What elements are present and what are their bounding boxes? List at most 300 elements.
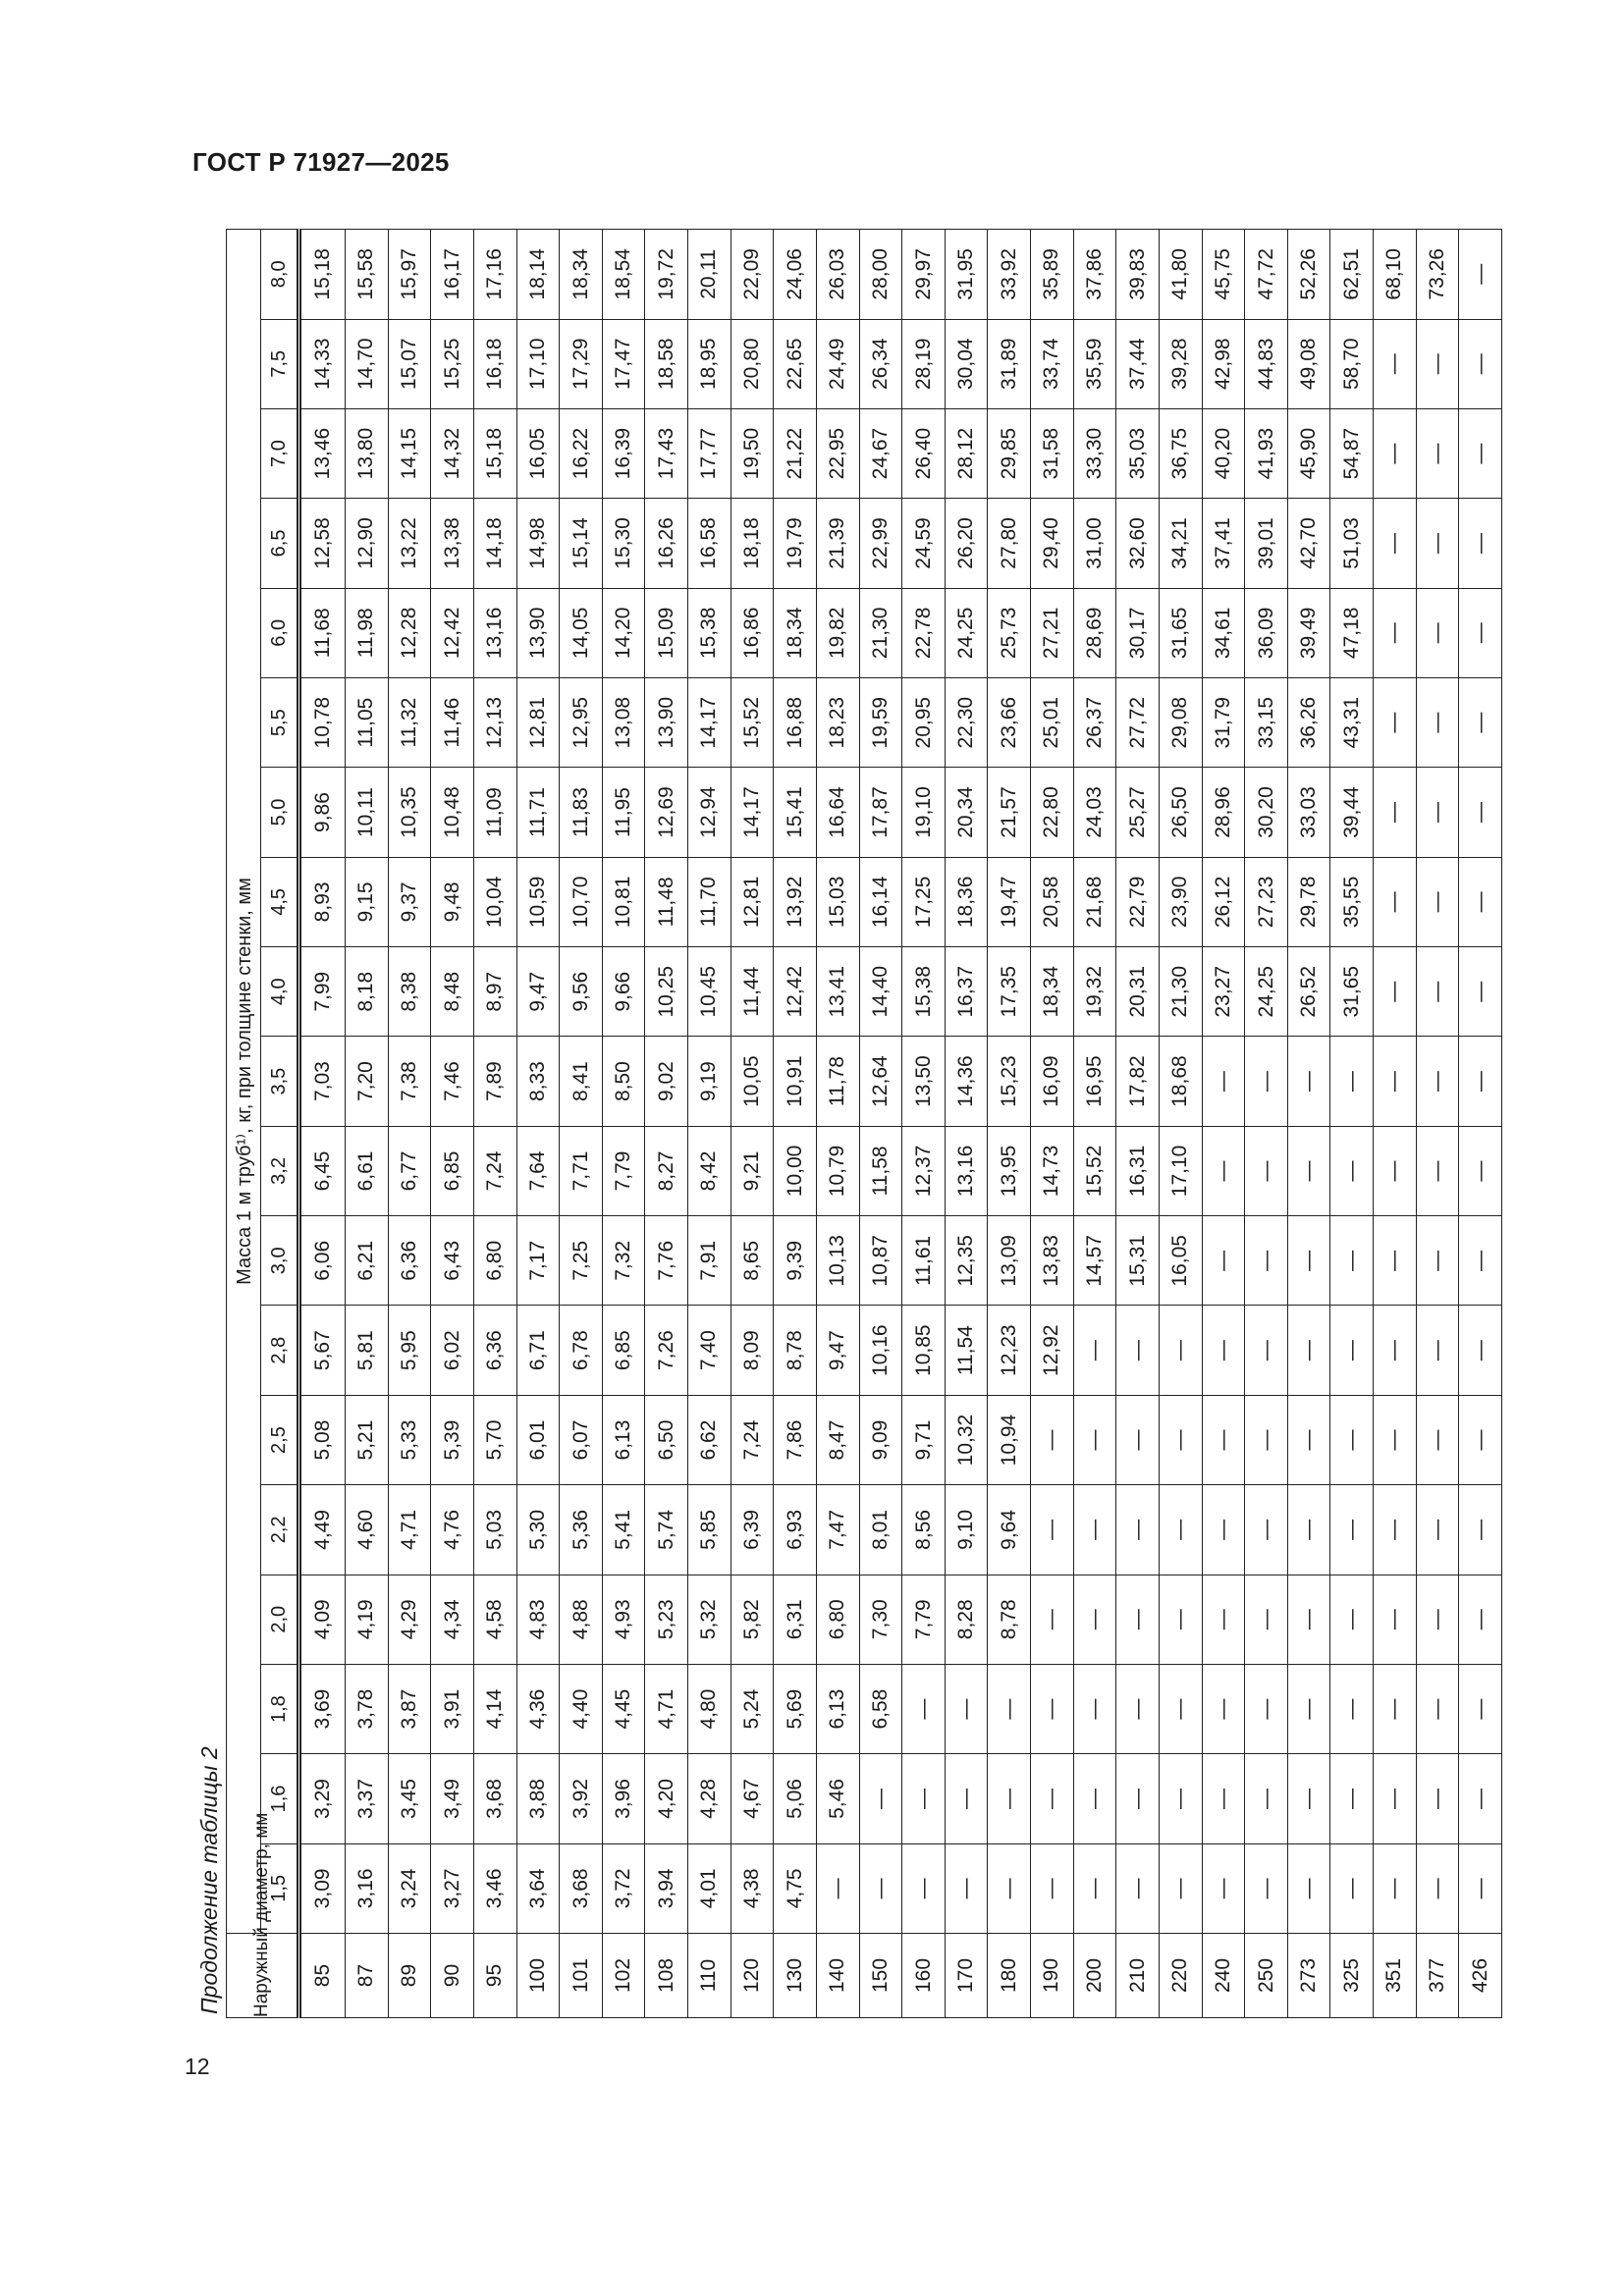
mass-value-cell: 19,32 <box>1073 947 1116 1037</box>
mass-value-cell: — <box>1159 1485 1202 1575</box>
mass-value-cell: 5,70 <box>473 1395 516 1484</box>
wall-thickness-header: 5,0 <box>261 768 299 857</box>
mass-value-cell: — <box>1245 1754 1288 1843</box>
mass-value-cell: 3,24 <box>388 1843 431 1933</box>
mass-value-cell: 13,92 <box>774 857 817 946</box>
mass-value-cell: — <box>1459 1216 1502 1306</box>
mass-value-cell: 19,10 <box>902 768 946 857</box>
mass-value-cell: 5,08 <box>299 1395 346 1484</box>
mass-value-cell: 51,03 <box>1330 499 1374 588</box>
page-number: 12 <box>185 2054 210 2079</box>
diameter-cell: 351 <box>1374 1934 1417 2018</box>
mass-value-cell: 18,68 <box>1159 1037 1202 1126</box>
mass-value-cell: — <box>1116 1754 1160 1843</box>
mass-value-cell: — <box>1416 1575 1459 1664</box>
mass-value-cell: 16,58 <box>688 499 731 588</box>
mass-value-cell: 8,09 <box>731 1306 774 1395</box>
mass-value-cell: 3,68 <box>560 1843 603 1933</box>
diameter-cell: 102 <box>602 1934 645 2018</box>
mass-value-cell: — <box>1330 1306 1374 1395</box>
mass-value-cell: 37,86 <box>1073 230 1116 320</box>
mass-value-cell: — <box>1416 1754 1459 1843</box>
mass-value-cell: 14,98 <box>516 499 560 588</box>
mass-value-cell: 20,58 <box>1031 857 1074 946</box>
mass-value-cell: 37,41 <box>1202 499 1245 588</box>
mass-value-cell: — <box>1159 1395 1202 1484</box>
mass-value-cell: 14,05 <box>560 588 603 677</box>
mass-value-cell: 8,38 <box>388 947 431 1037</box>
mass-value-cell: 15,38 <box>902 947 946 1037</box>
mass-value-cell: 24,59 <box>902 499 946 588</box>
table-row <box>473 230 516 2018</box>
mass-value-cell: 27,23 <box>1245 857 1288 946</box>
wall-thickness-header: 1,5 <box>261 1843 299 1933</box>
mass-value-cell: — <box>1073 1395 1116 1484</box>
mass-value-cell: 28,96 <box>1202 768 1245 857</box>
diameter-cell: 160 <box>902 1934 946 2018</box>
wall-thickness-header: 4,0 <box>261 947 299 1037</box>
mass-value-cell: 15,18 <box>299 230 346 320</box>
mass-value-cell: 35,89 <box>1031 230 1074 320</box>
mass-value-cell: 8,78 <box>988 1575 1031 1664</box>
mass-value-cell: 26,40 <box>902 408 946 498</box>
mass-value-cell: 47,18 <box>1330 588 1374 677</box>
mass-value-cell: — <box>1374 1037 1417 1126</box>
mass-value-cell: 6,13 <box>816 1664 859 1753</box>
mass-value-cell: 8,65 <box>731 1216 774 1306</box>
mass-value-cell: 17,25 <box>902 857 946 946</box>
mass-value-cell: — <box>1416 1216 1459 1306</box>
mass-value-cell: 20,34 <box>945 768 988 857</box>
mass-value-cell: — <box>1287 1037 1330 1126</box>
wall-thickness-header: 3,2 <box>261 1126 299 1215</box>
mass-value-cell: 47,72 <box>1245 230 1288 320</box>
mass-value-cell: — <box>1116 1485 1160 1575</box>
mass-value-cell: — <box>1416 677 1459 767</box>
mass-value-cell: — <box>1245 1485 1288 1575</box>
mass-value-cell: 14,70 <box>346 319 389 408</box>
mass-value-cell: — <box>988 1664 1031 1753</box>
mass-value-cell: 23,27 <box>1202 947 1245 1037</box>
wall-thickness-header: 8,0 <box>261 230 299 320</box>
diameter-cell: 120 <box>731 1934 774 2018</box>
mass-value-cell: 4,58 <box>473 1575 516 1664</box>
mass-value-cell: — <box>859 1843 902 1933</box>
mass-value-cell: 22,65 <box>774 319 817 408</box>
mass-value-cell: — <box>1245 1126 1288 1215</box>
mass-value-cell: — <box>1159 1754 1202 1843</box>
mass-value-cell: 34,61 <box>1202 588 1245 677</box>
mass-value-cell: — <box>1202 1126 1245 1215</box>
mass-value-cell: 12,42 <box>431 588 474 677</box>
mass-value-cell: 17,82 <box>1116 1037 1160 1126</box>
mass-value-cell: — <box>1287 1126 1330 1215</box>
mass-value-cell: 28,69 <box>1073 588 1116 677</box>
mass-value-cell: — <box>1159 1306 1202 1395</box>
mass-value-cell: — <box>1202 1306 1245 1395</box>
mass-value-cell: 9,66 <box>602 947 645 1037</box>
mass-value-cell: 35,55 <box>1330 857 1374 946</box>
mass-value-cell: 14,18 <box>473 499 516 588</box>
mass-value-cell: 45,90 <box>1287 408 1330 498</box>
mass-value-cell: — <box>1459 1664 1502 1753</box>
mass-value-cell: — <box>1116 1306 1160 1395</box>
mass-value-cell: 17,47 <box>602 319 645 408</box>
mass-value-cell: 7,38 <box>388 1037 431 1126</box>
mass-value-cell: — <box>1202 1216 1245 1306</box>
mass-value-cell: 7,79 <box>602 1126 645 1215</box>
mass-value-cell: 18,23 <box>816 677 859 767</box>
mass-value-cell: 21,30 <box>1159 947 1202 1037</box>
mass-value-cell: 10,94 <box>988 1395 1031 1484</box>
mass-value-cell: 8,33 <box>516 1037 560 1126</box>
mass-value-cell: 14,17 <box>688 677 731 767</box>
diameter-cell: 210 <box>1116 1934 1160 2018</box>
mass-value-cell: 6,85 <box>431 1126 474 1215</box>
mass-value-cell: 27,72 <box>1116 677 1160 767</box>
mass-value-cell: 30,04 <box>945 319 988 408</box>
mass-value-cell: 6,06 <box>299 1216 346 1306</box>
mass-value-cell: — <box>1459 1126 1502 1215</box>
table-row <box>1459 230 1502 2018</box>
diameter-cell: 89 <box>388 1934 431 2018</box>
mass-value-cell: 16,26 <box>645 499 688 588</box>
mass-value-cell: 15,58 <box>346 230 389 320</box>
table-row <box>902 230 946 2018</box>
mass-value-cell: — <box>1459 857 1502 946</box>
mass-value-cell: 4,40 <box>560 1664 603 1753</box>
mass-value-cell: 36,26 <box>1287 677 1330 767</box>
mass-value-cell: 4,67 <box>731 1754 774 1843</box>
mass-value-cell: 15,07 <box>388 319 431 408</box>
mass-value-cell: 26,52 <box>1287 947 1330 1037</box>
mass-value-cell: 31,00 <box>1073 499 1116 588</box>
mass-value-cell: 18,14 <box>516 230 560 320</box>
mass-value-cell: 13,50 <box>902 1037 946 1126</box>
mass-value-cell: 9,21 <box>731 1126 774 1215</box>
mass-value-cell: 6,39 <box>731 1485 774 1575</box>
mass-value-cell: 5,69 <box>774 1664 817 1753</box>
mass-value-cell: — <box>1245 1216 1288 1306</box>
mass-value-cell: 5,30 <box>516 1485 560 1575</box>
mass-value-cell: 21,30 <box>859 588 902 677</box>
wall-thickness-header: 3,5 <box>261 1037 299 1126</box>
mass-value-cell: 17,87 <box>859 768 902 857</box>
mass-value-cell: 10,79 <box>816 1126 859 1215</box>
table-row <box>1330 230 1374 2018</box>
mass-value-cell: 10,16 <box>859 1306 902 1395</box>
mass-value-cell: 23,90 <box>1159 857 1202 946</box>
mass-value-cell: 16,17 <box>431 230 474 320</box>
mass-value-cell: 4,09 <box>299 1575 346 1664</box>
mass-value-cell: 31,65 <box>1159 588 1202 677</box>
wall-thickness-header: 2,0 <box>261 1575 299 1664</box>
mass-value-cell: — <box>1116 1575 1160 1664</box>
wall-thickness-header: 2,8 <box>261 1306 299 1395</box>
mass-value-cell: 22,95 <box>816 408 859 498</box>
mass-value-cell: 3,96 <box>602 1754 645 1843</box>
wall-thickness-header: 5,5 <box>261 677 299 767</box>
mass-value-cell: 7,79 <box>902 1575 946 1664</box>
mass-value-cell: 6,77 <box>388 1126 431 1215</box>
mass-value-cell: 16,05 <box>516 408 560 498</box>
mass-value-cell: 29,08 <box>1159 677 1202 767</box>
mass-value-cell: 16,95 <box>1073 1037 1116 1126</box>
mass-value-cell: 19,47 <box>988 857 1031 946</box>
mass-value-cell: — <box>1202 1037 1245 1126</box>
mass-value-cell: — <box>1073 1754 1116 1843</box>
mass-value-cell: 22,99 <box>859 499 902 588</box>
mass-value-cell: — <box>1073 1485 1116 1575</box>
mass-value-cell: — <box>1459 947 1502 1037</box>
mass-value-cell: 33,30 <box>1073 408 1116 498</box>
mass-value-cell: 15,38 <box>688 588 731 677</box>
mass-value-cell: 21,57 <box>988 768 1031 857</box>
mass-value-cell: — <box>1416 857 1459 946</box>
mass-value-cell: — <box>1287 1485 1330 1575</box>
mass-value-cell: 14,36 <box>945 1037 988 1126</box>
mass-value-cell: 9,71 <box>902 1395 946 1484</box>
mass-value-cell: — <box>1416 1664 1459 1753</box>
mass-value-cell: 13,41 <box>816 947 859 1037</box>
mass-value-cell: — <box>1374 1575 1417 1664</box>
mass-value-cell: 26,50 <box>1159 768 1202 857</box>
mass-value-cell: — <box>1287 1395 1330 1484</box>
mass-value-cell: 4,19 <box>346 1575 389 1664</box>
diameter-cell: 95 <box>473 1934 516 2018</box>
table-row <box>816 230 859 2018</box>
mass-value-cell: 12,95 <box>560 677 603 767</box>
mass-value-cell: 15,52 <box>1073 1126 1116 1215</box>
mass-value-cell: 9,86 <box>299 768 346 857</box>
mass-value-cell: 15,18 <box>473 408 516 498</box>
mass-value-cell: 11,95 <box>602 768 645 857</box>
mass-value-cell: 7,03 <box>299 1037 346 1126</box>
mass-value-cell: — <box>1374 857 1417 946</box>
mass-value-cell: — <box>1374 1395 1417 1484</box>
mass-value-cell: 8,78 <box>774 1306 817 1395</box>
mass-value-cell: 22,30 <box>945 677 988 767</box>
mass-value-cell: 24,25 <box>1245 947 1288 1037</box>
mass-value-cell: — <box>1416 1843 1459 1933</box>
mass-value-cell: 3,92 <box>560 1754 603 1843</box>
mass-value-cell: 8,01 <box>859 1485 902 1575</box>
mass-value-cell: — <box>1073 1843 1116 1933</box>
mass-value-cell: 68,10 <box>1374 230 1417 320</box>
mass-value-cell: 9,19 <box>688 1037 731 1126</box>
mass-value-cell: 33,74 <box>1031 319 1074 408</box>
mass-value-cell: — <box>1287 1843 1330 1933</box>
mass-value-cell: 20,95 <box>902 677 946 767</box>
mass-value-cell: — <box>1245 1037 1288 1126</box>
diameter-header: Наружный диаметр, мм <box>227 1934 299 2018</box>
mass-value-cell: — <box>1459 1754 1502 1843</box>
mass-value-cell: 7,64 <box>516 1126 560 1215</box>
mass-value-cell: 3,09 <box>299 1843 346 1933</box>
mass-value-cell: 11,46 <box>431 677 474 767</box>
mass-value-cell: 17,10 <box>1159 1126 1202 1215</box>
mass-value-cell: 31,58 <box>1031 408 1074 498</box>
mass-value-cell: 6,80 <box>816 1575 859 1664</box>
mass-value-cell: 7,99 <box>299 947 346 1037</box>
mass-value-cell: — <box>1159 1575 1202 1664</box>
mass-value-cell: 37,44 <box>1116 319 1160 408</box>
diameter-cell: 190 <box>1031 1934 1074 2018</box>
mass-value-cell: 35,03 <box>1116 408 1160 498</box>
mass-value-cell: 6,01 <box>516 1395 560 1484</box>
mass-value-cell: 7,17 <box>516 1216 560 1306</box>
table-row <box>1116 230 1160 2018</box>
table-row <box>945 230 988 2018</box>
wall-thickness-header: 1,6 <box>261 1754 299 1843</box>
table-row <box>346 230 389 2018</box>
rotated-table-container <box>226 230 1502 2018</box>
mass-value-cell: 20,31 <box>1116 947 1160 1037</box>
mass-value-cell: 15,14 <box>560 499 603 588</box>
wall-thickness-header: 6,0 <box>261 588 299 677</box>
mass-value-cell: 18,54 <box>602 230 645 320</box>
mass-value-cell: 4,36 <box>516 1664 560 1753</box>
table-row <box>774 230 817 2018</box>
mass-value-cell: 13,90 <box>645 677 688 767</box>
mass-value-cell: — <box>1459 1306 1502 1395</box>
mass-value-cell: 10,48 <box>431 768 474 857</box>
mass-value-cell: 40,20 <box>1202 408 1245 498</box>
mass-value-cell: — <box>1374 1216 1417 1306</box>
mass-value-cell: — <box>988 1843 1031 1933</box>
mass-value-cell: 62,51 <box>1330 230 1374 320</box>
mass-value-cell: 6,50 <box>645 1395 688 1484</box>
mass-value-cell: 6,61 <box>346 1126 389 1215</box>
mass-value-cell: 10,85 <box>902 1306 946 1395</box>
table-row <box>688 230 731 2018</box>
mass-value-cell: 10,87 <box>859 1216 902 1306</box>
mass-value-cell: 45,75 <box>1202 230 1245 320</box>
mass-value-cell: — <box>1374 1485 1417 1575</box>
mass-value-cell: 7,86 <box>774 1395 817 1484</box>
mass-value-cell: 43,31 <box>1330 677 1374 767</box>
mass-value-cell: 26,20 <box>945 499 988 588</box>
mass-value-cell: — <box>1374 1664 1417 1753</box>
mass-value-cell: 24,67 <box>859 408 902 498</box>
mass-value-cell: 10,13 <box>816 1216 859 1306</box>
mass-value-cell: 17,35 <box>988 947 1031 1037</box>
diameter-cell: 377 <box>1416 1934 1459 2018</box>
mass-value-cell: 3,16 <box>346 1843 389 1933</box>
mass-value-cell: 7,71 <box>560 1126 603 1215</box>
mass-value-cell: — <box>1374 1126 1417 1215</box>
mass-value-cell: 29,97 <box>902 230 946 320</box>
mass-value-cell: — <box>1330 1843 1374 1933</box>
mass-value-cell: 13,80 <box>346 408 389 498</box>
mass-value-cell: 19,59 <box>859 677 902 767</box>
mass-value-cell: 18,58 <box>645 319 688 408</box>
mass-value-cell: — <box>1416 947 1459 1037</box>
mass-value-cell: 10,45 <box>688 947 731 1037</box>
mass-value-cell: 28,19 <box>902 319 946 408</box>
mass-value-cell: 3,68 <box>473 1754 516 1843</box>
diameter-cell: 140 <box>816 1934 859 2018</box>
mass-value-cell: 12,23 <box>988 1306 1031 1395</box>
mass-value-cell: 13,16 <box>473 588 516 677</box>
mass-value-cell: 4,60 <box>346 1485 389 1575</box>
mass-value-cell: 28,00 <box>859 230 902 320</box>
mass-value-cell: 14,57 <box>1073 1216 1116 1306</box>
mass-value-cell: 32,60 <box>1116 499 1160 588</box>
mass-value-cell: 27,21 <box>1031 588 1074 677</box>
mass-value-cell: 41,80 <box>1159 230 1202 320</box>
mass-value-cell: 8,97 <box>473 947 516 1037</box>
mass-value-cell: — <box>1202 1395 1245 1484</box>
wall-thickness-header-row <box>261 230 299 2018</box>
table-body <box>299 230 1502 2018</box>
mass-value-cell: 22,78 <box>902 588 946 677</box>
diameter-cell: 426 <box>1459 1934 1502 2018</box>
mass-value-cell: 4,28 <box>688 1754 731 1843</box>
mass-value-cell: 8,93 <box>299 857 346 946</box>
wall-thickness-header: 7,0 <box>261 408 299 498</box>
mass-value-cell: 10,35 <box>388 768 431 857</box>
mass-value-cell: 15,97 <box>388 230 431 320</box>
mass-value-cell: 73,26 <box>1416 230 1459 320</box>
mass-value-cell: 10,91 <box>774 1037 817 1126</box>
mass-value-cell: 3,88 <box>516 1754 560 1843</box>
mass-value-cell: 7,24 <box>473 1126 516 1215</box>
mass-value-cell: 12,92 <box>1031 1306 1074 1395</box>
mass-value-cell: — <box>1245 1575 1288 1664</box>
table-frame <box>226 230 1502 2018</box>
diameter-cell: 108 <box>645 1934 688 2018</box>
mass-value-cell: 24,06 <box>774 230 817 320</box>
mass-value-cell: 14,15 <box>388 408 431 498</box>
mass-value-cell: 16,37 <box>945 947 988 1037</box>
mass-value-cell: — <box>1459 408 1502 498</box>
mass-value-cell: 10,04 <box>473 857 516 946</box>
mass-value-cell: 10,11 <box>346 768 389 857</box>
mass-value-cell: 17,29 <box>560 319 603 408</box>
mass-value-cell: 16,86 <box>731 588 774 677</box>
mass-value-cell: 7,76 <box>645 1216 688 1306</box>
mass-value-cell: 14,73 <box>1031 1126 1074 1215</box>
mass-value-cell: 8,42 <box>688 1126 731 1215</box>
mass-value-cell: — <box>1031 1395 1074 1484</box>
mass-value-cell: — <box>1416 1306 1459 1395</box>
mass-value-cell: 11,32 <box>388 677 431 767</box>
mass-value-cell: 12,81 <box>731 857 774 946</box>
wall-thickness-header: 2,2 <box>261 1485 299 1575</box>
mass-value-cell: 39,49 <box>1287 588 1330 677</box>
mass-value-cell: 13,22 <box>388 499 431 588</box>
mass-value-cell: 3,91 <box>431 1664 474 1753</box>
mass-value-cell: — <box>1287 1306 1330 1395</box>
mass-value-cell: 4,71 <box>645 1664 688 1753</box>
diameter-cell: 273 <box>1287 1934 1330 2018</box>
mass-value-cell: 9,48 <box>431 857 474 946</box>
mass-value-cell: 4,45 <box>602 1664 645 1753</box>
mass-value-cell: 11,78 <box>816 1037 859 1126</box>
wall-thickness-header: 1,8 <box>261 1664 299 1753</box>
mass-value-cell: 6,85 <box>602 1306 645 1395</box>
table-row <box>1159 230 1202 2018</box>
mass-value-cell: 44,83 <box>1245 319 1288 408</box>
table-row <box>859 230 902 2018</box>
mass-value-cell: 21,68 <box>1073 857 1116 946</box>
mass-value-cell: — <box>1031 1664 1074 1753</box>
mass-value-cell: — <box>1416 499 1459 588</box>
mass-value-cell: 9,56 <box>560 947 603 1037</box>
mass-value-cell: — <box>1459 230 1502 320</box>
mass-value-cell: 14,33 <box>299 319 346 408</box>
